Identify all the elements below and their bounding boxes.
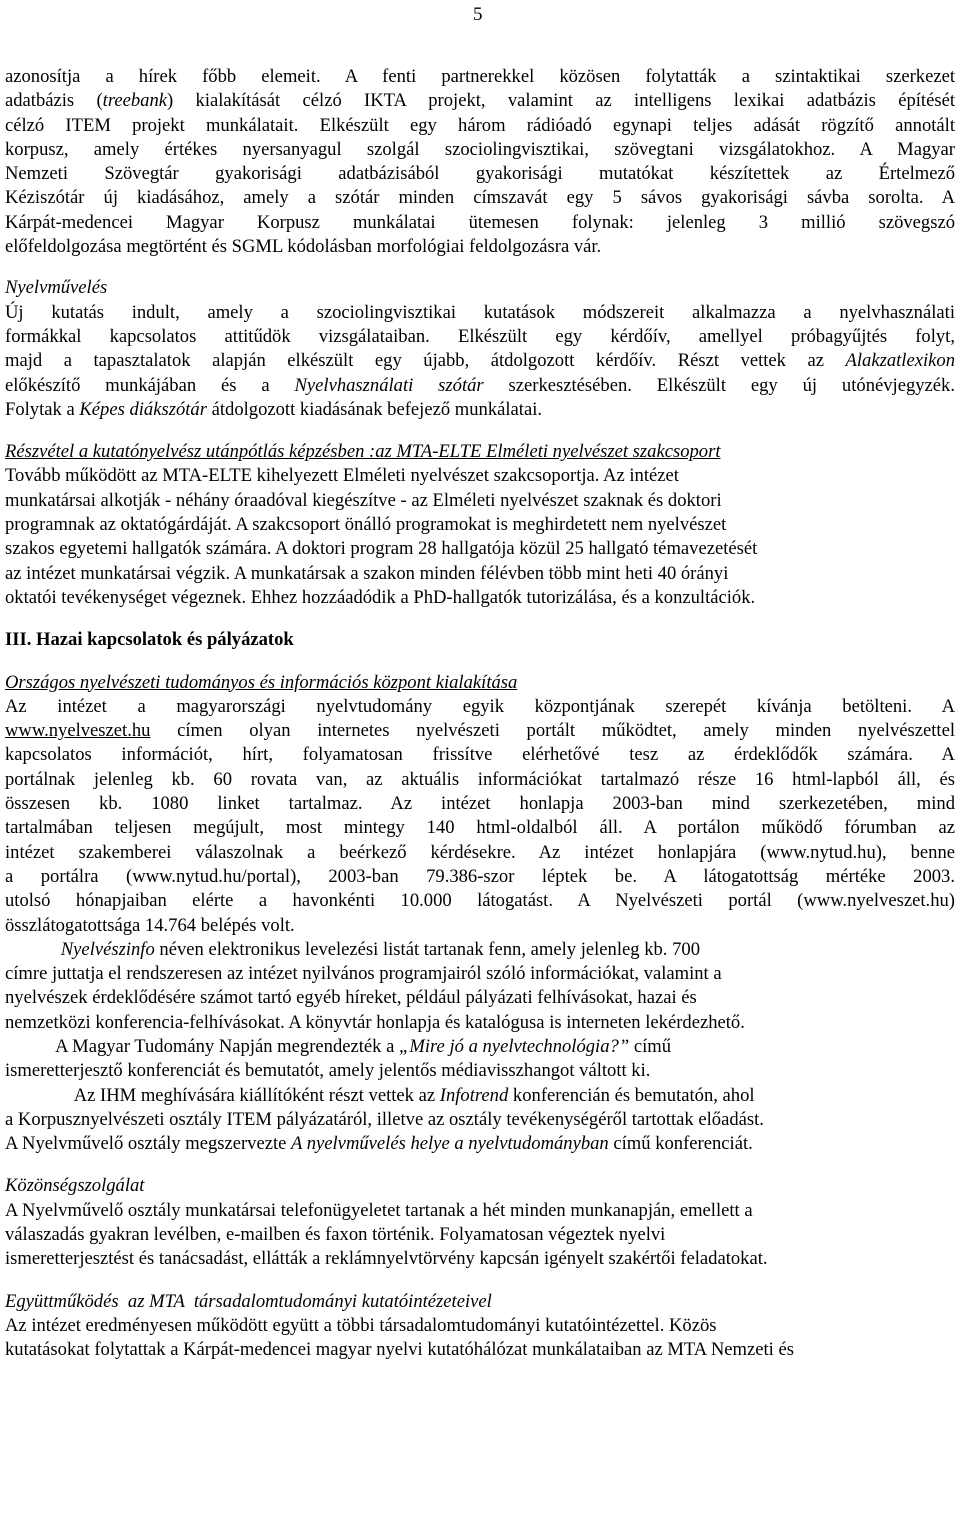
portal-link[interactable]: www.nyelveszet.hu xyxy=(5,720,151,742)
paragraph-line: Nyelvészinfo néven elektronikus levelezési listát tartanak fenn, amely jelenleg kb. 700 xyxy=(60,938,700,960)
paragraph-line: formákkal kapcsolatos attitűdök vizsgálataiban. Elkészült egy kérdőív, amellyel próbagyűjtés folyt, xyxy=(5,325,955,347)
paragraph-line: majd a tapasztalatok alapján elkészült egy újabb, átdolgozott kérdőív. Részt vettek az Alakzatlexikon xyxy=(5,350,955,372)
paragraph-line: ismeretterjesztést és tanácsadást, ellátták a reklámnyelvtörvény kapcsán igényelt szakértői feladatokat. xyxy=(5,1248,768,1270)
paragraph-line: korpusz, amely értékes nyersanyagul szolgál szociolingvisztikai, szövegtani vizsgálatokhoz. A Magyar xyxy=(5,138,955,160)
paragraph-line: intézet szakemberei válaszolnak a beérkező kérdésekre. Az intézet honlapjára (www.nytud.hu), benne xyxy=(5,841,955,863)
paragraph-line: válaszadás gyakran levélben, e-mailben és faxon történik. Folyamatosan végeztek nyelvi xyxy=(5,1224,666,1246)
paragraph-line: Kéziszótár új kiadásához, amely a szótár minden címszavát egy 5 sávos gyakorisági sávba sorolta. A xyxy=(5,187,955,209)
paragraph-line: nemzetközi konferencia-felhívásokat. A könyvtár honlapja és katalógusa is interneten lekérdezhető. xyxy=(5,1011,745,1033)
section-heading-orszagos: Országos nyelvészeti tudományos és információs központ kialakítása xyxy=(5,671,518,693)
paragraph-line: Folytak a Képes diákszótár átdolgozott kiadásának befejező munkálatai. xyxy=(5,398,543,420)
paragraph-line: összlátogatottsága 14.764 belépés volt. xyxy=(5,914,295,936)
paragraph-line: utolsó hónapjaiban elérte a havonkénti 10.000 látogatást. A Nyelvészeti portál (www.nyelveszet.hu) xyxy=(5,890,955,912)
paragraph-line: adatbázis (treebank) kialakítását célzó IKTA projekt, valamint az intelligens lexikai adatbázis építését xyxy=(5,90,955,112)
paragraph-line: Tovább működött az MTA-ELTE kihelyezett Elméleti nyelvészet szakcsoportja. Az intézet xyxy=(5,465,679,487)
section-heading-nyelvmuveles: Nyelvművelés xyxy=(5,277,108,299)
page-number: 5 xyxy=(473,4,483,25)
paragraph-line: a portálra (www.nytud.hu/portal), 2003-ban 79.386-szor léptek be. A látogatottság mértéke 2003. xyxy=(5,865,955,887)
paragraph-line: nyelvészek érdeklődésére számot tartó egyéb híreket, például pályázati felhívásokat, hazai és xyxy=(5,987,697,1009)
paragraph-line: oktatói tevékenységet végeznek. Ehhez hozzáadódik a PhD-hallgatók tutorizálása, és a konzultációk. xyxy=(5,586,756,608)
paragraph-line: portálnak jelenleg kb. 60 rovata van, az aktuális információkat tartalmazó része 16 html-lapból áll, és xyxy=(5,768,955,790)
paragraph-line: A Magyar Tudomány Napján megrendezték a „Mire jó a nyelvtechnológia?” című xyxy=(5,1035,671,1057)
paragraph-line: célzó ITEM projekt munkálatait. Elkészült egy három rádióadó egynapi teljes adását rögzítő annotált xyxy=(5,114,955,136)
section-heading-egyuttmukodes: Együttműködés az MTA társadalomtudományi kutatóintézeteivel xyxy=(5,1290,492,1312)
paragraph-line: előkészítő munkájában és a Nyelvhasználati szótár szerkesztésében. Elkészült egy új utónévjegyzék. xyxy=(5,374,955,396)
paragraph-line: munkatársai alkotják - néhány óraadóval kiegészítve - az Elméleti nyelvészet szaknak és doktori xyxy=(5,489,722,511)
paragraph-line: Nemzeti Szövegtár gyakorisági adatbázisából gyakorisági mutatókat készítettek az Értelmező xyxy=(5,163,955,185)
chapter-heading: III. Hazai kapcsolatok és pályázatok xyxy=(5,629,294,651)
paragraph-line: előfeldolgozása megtörtént és SGML kódolásban morfológiai feldolgozásra vár. xyxy=(5,236,602,258)
section-heading-reszvetel: Részvétel a kutatónyelvész utánpótlás képzésben :az MTA-ELTE Elméleti nyelvészet szakcsoport xyxy=(5,441,721,463)
paragraph-line: tartalmában teljesen megújult, most mintegy 140 html-oldalból áll. A portálon működő fórumban az xyxy=(5,817,955,839)
paragraph-line: kapcsolatos információt, hírt, folyamatosan frissítve elérhetővé tesz az érdeklődők számára. A xyxy=(5,744,955,766)
paragraph-line: összesen kb. 1080 linket tartalmaz. Az intézet honlapja 2003-ban mind szerkezetében, mind xyxy=(5,793,955,815)
paragraph-line: Az intézet eredményesen működött együtt a többi társadalomtudományi kutatóintézettel. Közös xyxy=(5,1314,717,1336)
paragraph-line: A Nyelvművelő osztály munkatársai telefonügyeletet tartanak a hét minden munkanapján, emellett a xyxy=(5,1199,753,1221)
paragraph-line: az intézet munkatársai végzik. A munkatársak a szakon minden félévben több mint heti 40 órányi xyxy=(5,562,729,584)
paragraph-line: Kárpát-medencei Magyar Korpusz munkálatai ütemesen folynak: jelenleg 3 millió szövegszó xyxy=(5,211,955,233)
paragraph-line: Az IHM meghívására kiállítóként részt vettek az Infotrend konferencián és bemutatón, ahol xyxy=(5,1084,755,1106)
paragraph-line: címre juttatja el rendszeresen az intézet nyilvános programjairól szóló információkat, valamint a xyxy=(5,963,722,985)
section-heading-kozonseg: Közönségszolgálat xyxy=(5,1175,145,1197)
paragraph-line: ismeretterjesztő konferenciát és bemutatót, amely jelentős médiavisszhangot váltott ki. xyxy=(5,1060,651,1082)
paragraph-line: programnak az oktatógárdáját. A szakcsoport önálló programokat is meghirdetett nem nyelvészet xyxy=(5,514,727,536)
paragraph-line: a Korpusznyelvészeti osztály ITEM pályázatáról, illetve az osztály tevékenységéről tartottak előadást. xyxy=(5,1108,764,1130)
paragraph-line: kutatásokat folytattak a Kárpát-medencei magyar nyelvi kutatóhálózat munkálataiban az MTA Nemzeti és xyxy=(5,1339,794,1361)
page-content xyxy=(5,65,955,1363)
paragraph-line: A Nyelvművelő osztály megszervezte A nyelvművelés helye a nyelvtudományban című konferenciát. xyxy=(5,1133,753,1155)
paragraph-line: azonosítja a hírek főbb elemeit. A fenti partnerekkel közösen folytatták a szintaktikai szerkezet xyxy=(5,66,955,87)
paragraph-line: www.nyelveszet.hu címen olyan internetes nyelvészeti portált működtet, amely minden nyelvészettel xyxy=(5,720,955,742)
paragraph-line: Új kutatás indult, amely a szociolingvisztikai kutatások módszereit alkalmazza a nyelvhasználati xyxy=(5,301,955,323)
paragraph-line: szakos egyetemi hallgatók számára. A doktori program 28 hallgatója közül 25 hallgató témavezetését xyxy=(5,538,758,560)
paragraph-line: Az intézet a magyarországi nyelvtudomány egyik központjának szerepét kívánja betölteni. A xyxy=(5,695,955,717)
